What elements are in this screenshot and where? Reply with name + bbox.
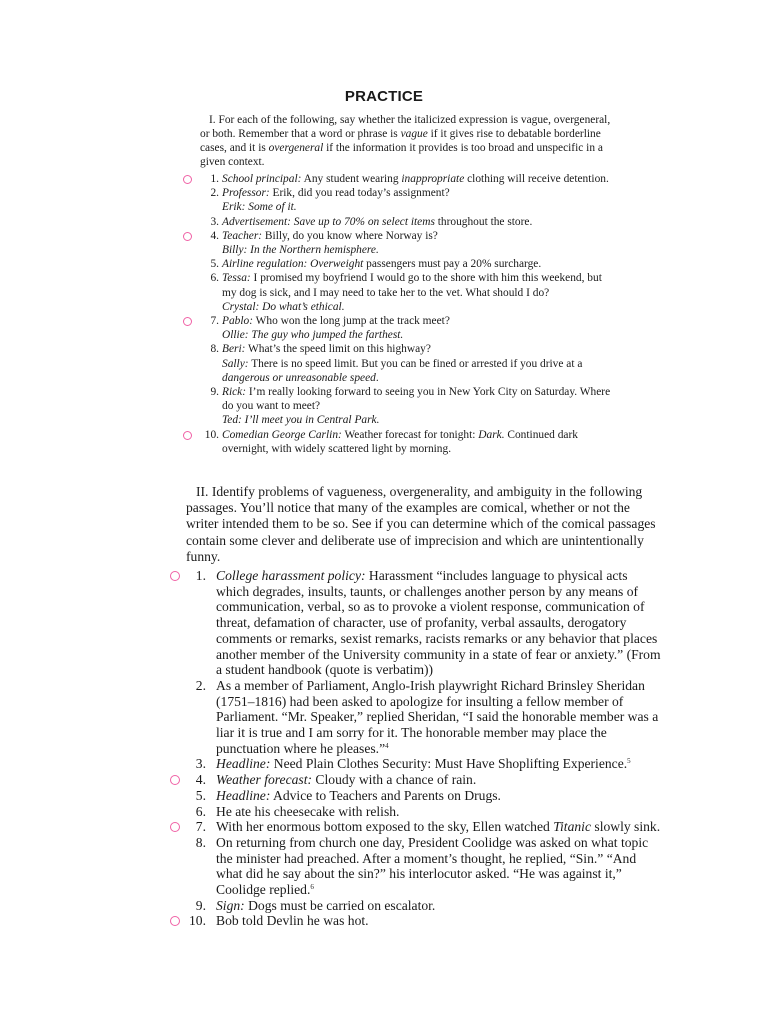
italic-expression: inappropriate	[401, 173, 465, 185]
item-number: 7.	[195, 819, 206, 835]
part2-exercise-list	[0, 568, 768, 929]
response-line: Ollie: The guy who jumped the farthest.	[222, 329, 404, 342]
exercise-item-4	[0, 229, 768, 257]
item-number: 5.	[210, 258, 219, 271]
italic-expression: Advertisement: Save up to 70% on select items	[222, 215, 435, 228]
item-number: 4.	[195, 772, 206, 788]
exercise-item-5	[0, 788, 768, 804]
text: On returning from church one day, President Coolidge was asked on what topic the minister had preached. After a moment’s thought, he replied, “Sin.” “And what did he say about the sin?” his interlocutor asked. “He was against it,” Coolidge replied.	[216, 834, 649, 898]
item-number: 1.	[195, 568, 206, 583]
item-number: 9.	[210, 386, 219, 399]
part1-instructions	[200, 113, 620, 169]
part1-exercise-list	[0, 172, 768, 456]
item-text	[222, 428, 618, 456]
speaker: Tessa:	[222, 272, 251, 285]
item-text	[222, 229, 618, 243]
exercise-item-5	[0, 257, 768, 271]
item-number: 6.	[195, 803, 206, 819]
speaker: Beri:	[222, 343, 246, 356]
text: Advice to Teachers and Parents on Drugs.	[270, 787, 501, 803]
item-text	[216, 568, 662, 678]
item-number: 8.	[195, 834, 206, 850]
item-number: 8.	[210, 343, 219, 356]
intro-term-overgeneral: overgeneral	[268, 142, 324, 154]
item-number: 10.	[189, 913, 206, 929]
text: With her enormous bottom exposed to the sky, Ellen watched	[216, 819, 554, 835]
item-text	[216, 913, 662, 929]
speaker: School principal:	[222, 173, 302, 185]
text: Billy, do you know where Norway is?	[262, 229, 438, 242]
item-text	[222, 257, 618, 271]
item-text	[216, 772, 662, 788]
item-number: 4.	[210, 229, 219, 242]
item-number: 5.	[195, 787, 206, 803]
source-label: Headline:	[216, 756, 271, 772]
text: passengers must pay a 20% surcharge.	[363, 258, 542, 271]
text: clothing will receive detention.	[464, 173, 609, 185]
response-line: Ted: I’ll meet you in Central Park.	[222, 414, 380, 427]
source-label: Headline:	[216, 787, 271, 803]
text: What’s the speed limit on this highway?	[245, 343, 431, 356]
exercise-item-9	[0, 385, 768, 428]
item-number: 3.	[195, 756, 206, 772]
item-text	[216, 898, 662, 914]
text: slowly sink.	[591, 819, 661, 835]
text: Cloudy with a chance of rain.	[312, 772, 477, 788]
intro-text: if it gives rise to debatable borderline cases, and it is	[200, 128, 601, 154]
speaker: Rick:	[222, 386, 247, 399]
item-number: 9.	[195, 897, 206, 913]
item-text	[222, 385, 618, 413]
exercise-item-7	[0, 314, 768, 342]
response-line	[222, 357, 618, 385]
footnote-ref: 6	[310, 883, 314, 892]
pink-circle-marker-icon	[170, 822, 180, 832]
item-text	[216, 819, 662, 835]
item-text	[216, 835, 662, 898]
text: Who won the long jump at the track meet?	[253, 315, 450, 328]
item-text	[222, 342, 618, 356]
text: There is no speed limit. But you can be fined or arrested if you drive at a	[248, 357, 583, 370]
item-number: 1.	[210, 173, 219, 185]
item-text	[216, 804, 662, 820]
text: As a member of Parliament, Anglo-Irish playwright Richard Brinsley Sheridan (1751–1816) had been asked to apologize for insulting a fellow member of Parliament. “Mr. Speaker,” replied Sheridan, “I said the honorable member was a liar it is true and I am sorry for it. The honorable member may place the punctuation where he pleases.”	[216, 677, 659, 756]
pink-circle-marker-icon	[183, 232, 192, 241]
text: Bob told Devlin he was hot.	[216, 913, 369, 929]
italic-expression: dangerous or unreasonable speed	[222, 371, 376, 384]
page-title: PRACTICE	[344, 88, 424, 105]
text: Need Plain Clothes Security: Must Have Shoplifting Experience.	[270, 756, 628, 772]
intro-text: I. For each of the following, say whether the italicized expression is vague, overgeneral, or both. Remember that a word or phrase is	[200, 114, 611, 140]
pink-circle-marker-icon	[170, 916, 180, 926]
pink-circle-marker-icon	[170, 775, 180, 785]
item-text	[216, 788, 662, 804]
exercise-item-10	[0, 913, 768, 929]
text: Continued dark overnight, with widely scattered light by morning.	[222, 428, 578, 455]
item-number: 7.	[210, 315, 219, 328]
part2-instructions: II. Identify problems of vagueness, overgenerality, and ambiguity in the following passages. You’ll notice that many of the examples are comical, whether or not the writer intended them to be so. See if you can determine which of the comical passages contain some clever and deliberate use of imprecision and which are unintentionally funny.	[186, 484, 656, 564]
text: Any student wearing	[301, 173, 402, 185]
item-number: 2.	[195, 677, 206, 693]
exercise-item-9	[0, 898, 768, 914]
text: Weather forecast for tonight:	[341, 428, 479, 441]
intro-text: if the information it provides is too broad and unspecific in a given context.	[200, 142, 603, 168]
pink-circle-marker-icon	[170, 571, 180, 581]
text: I’m really looking forward to seeing you in New York City on Saturday. Where do you want to meet?	[222, 386, 611, 413]
exercise-item-6	[0, 271, 768, 314]
speaker: Sally:	[222, 357, 249, 370]
pink-circle-marker-icon	[183, 317, 192, 326]
speaker: Professor:	[222, 187, 270, 200]
speaker: Pablo:	[222, 315, 254, 328]
text: throughout the store.	[434, 215, 533, 228]
item-number: 6.	[210, 272, 219, 285]
item-text	[222, 314, 618, 328]
item-text	[216, 756, 662, 772]
italic-expression: Dark.	[478, 428, 505, 441]
item-number: 3.	[210, 215, 219, 228]
intro-term-vague: vague	[400, 128, 428, 140]
exercise-item-7	[0, 819, 768, 835]
footnote-ref: 4	[385, 741, 389, 750]
exercise-item-8	[0, 342, 768, 385]
response-line: Billy: In the Northern hemisphere.	[222, 244, 379, 257]
text: Erik, did you read today’s assignment?	[269, 187, 450, 200]
response-line: Erik: Some of it.	[222, 201, 297, 214]
exercise-item-3	[0, 756, 768, 772]
text: .	[375, 371, 379, 384]
italic-expression: Airline regulation: Overweight	[222, 258, 364, 271]
text: He ate his cheesecake with relish.	[216, 803, 400, 819]
item-number: 2.	[210, 187, 219, 200]
source-label: College harassment policy:	[216, 568, 366, 583]
exercise-item-6	[0, 804, 768, 820]
source-label: Sign:	[216, 897, 245, 913]
speaker: Comedian George Carlin:	[222, 428, 342, 441]
exercise-item-1	[0, 172, 768, 186]
text: Harassment “includes language to physical acts which degrades, insults, taunts, or challenges another person by any means of communication, verbal, so as to provoke a violent response, communication of threat, defamation of character, use of profanity, verbal assaults, derogatory comments or remarks, sexist remarks, racists remarks or any behavior that places another member of the University community in a state of fear or anxiety.” (From a student handbook (quote is verbatim))	[216, 568, 661, 678]
pink-circle-marker-icon	[183, 175, 192, 184]
exercise-item-4	[0, 772, 768, 788]
exercise-item-1	[0, 568, 768, 678]
italic-title: Titanic	[553, 819, 591, 835]
item-text	[222, 186, 618, 200]
response-line: Crystal: Do what’s ethical.	[222, 300, 345, 313]
exercise-item-2	[0, 186, 768, 214]
text: Dogs must be carried on escalator.	[244, 897, 436, 913]
item-number: 10.	[204, 428, 219, 441]
source-label: Weather forecast:	[216, 772, 313, 788]
footnote-ref: 5	[627, 757, 631, 766]
item-text	[222, 172, 618, 186]
exercise-item-8	[0, 835, 768, 898]
exercise-item-10	[0, 428, 768, 456]
exercise-item-3	[0, 215, 768, 229]
exercise-item-2	[0, 678, 768, 757]
pink-circle-marker-icon	[183, 431, 192, 440]
item-text	[222, 215, 618, 229]
text: I promised my boyfriend I would go to the shore with him this weekend, but my dog is sick, and I may need to take her to the vet. What should I do?	[222, 272, 602, 299]
item-text	[216, 678, 662, 757]
speaker: Teacher:	[222, 229, 263, 242]
item-text	[222, 271, 618, 299]
